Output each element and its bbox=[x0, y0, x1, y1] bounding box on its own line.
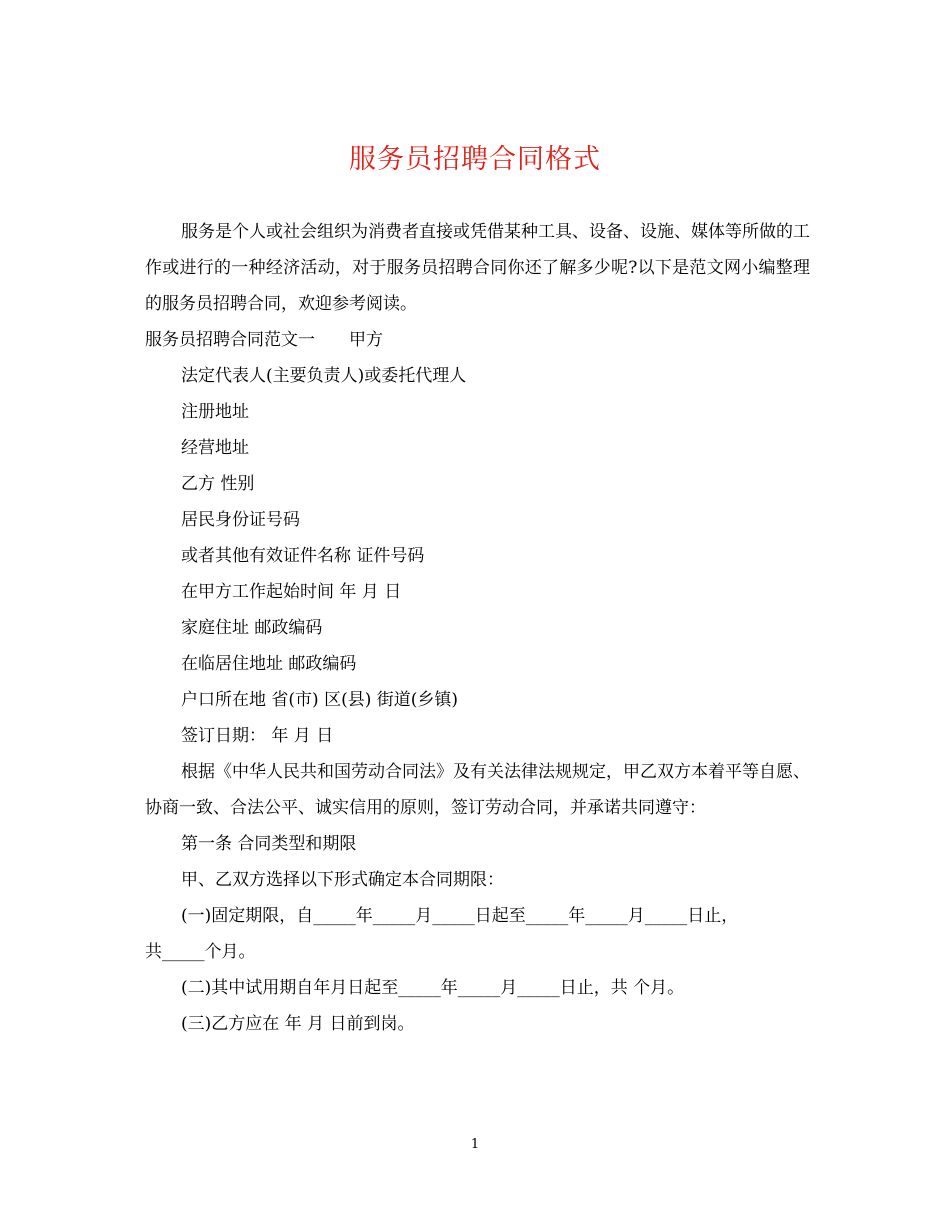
field-start-date: 在甲方工作起始时间 年 月 日 bbox=[181, 582, 402, 602]
field-other-id: 或者其他有效证件名称 证件号码 bbox=[181, 546, 425, 566]
intro-paragraph: 服务是个人或社会组织为消费者直接或凭借某种工具、设备、设施、媒体等所做的工作或进行的一种经济活动，对于服务员招聘合同你还了解多少呢?以下是范文网小编整理的服务员招聘合同，欢迎参考阅读。 bbox=[145, 222, 810, 314]
field-household-registration: 户口所在地 省(市) 区(县) 街道(乡镇) bbox=[181, 690, 459, 710]
page-number: 1 bbox=[470, 1137, 480, 1152]
field-temporary-address: 在临居住地址 邮政编码 bbox=[181, 654, 357, 674]
clause-3: (三)乙方应在 年 月 日前到岗。 bbox=[181, 1014, 415, 1034]
article-1-lead: 甲、乙双方选择以下形式确定本合同期限： bbox=[181, 870, 504, 890]
section-heading-line bbox=[145, 322, 810, 358]
field-signing-date: 签订日期： 年 月 日 bbox=[181, 726, 334, 746]
document-title: 服务员招聘合同格式 bbox=[349, 144, 601, 175]
field-id-number: 居民身份证号码 bbox=[181, 510, 300, 530]
section-heading: 服务员招聘合同范文一 bbox=[145, 330, 315, 350]
clause-1-line-1: (一)固定期限，自_____年_____月_____日起至_____年_____月_____日止， bbox=[181, 906, 739, 926]
field-registered-address: 注册地址 bbox=[181, 402, 249, 422]
party-a-label: 甲方 bbox=[349, 330, 383, 350]
article-1-title: 第一条 合同类型和期限 bbox=[181, 834, 357, 854]
basis-paragraph: 根据《中华人民共和国劳动合同法》及有关法律法规规定，甲乙双方本着平等自愿、协商一致、合法公平、诚实信用的原则，签订劳动合同，并承诺共同遵守： bbox=[145, 762, 810, 818]
document-body bbox=[145, 214, 810, 1042]
field-home-address: 家庭住址 邮政编码 bbox=[181, 618, 323, 638]
clause-1-line-2: 共_____个月。 bbox=[145, 942, 256, 962]
field-party-b-gender: 乙方 性别 bbox=[181, 474, 255, 494]
clause-2: (二)其中试用期自年月日起至_____年_____月_____日止，共 个月。 bbox=[181, 978, 685, 998]
field-representative: 法定代表人(主要负责人)或委托代理人 bbox=[181, 366, 467, 386]
field-business-address: 经营地址 bbox=[181, 438, 249, 458]
